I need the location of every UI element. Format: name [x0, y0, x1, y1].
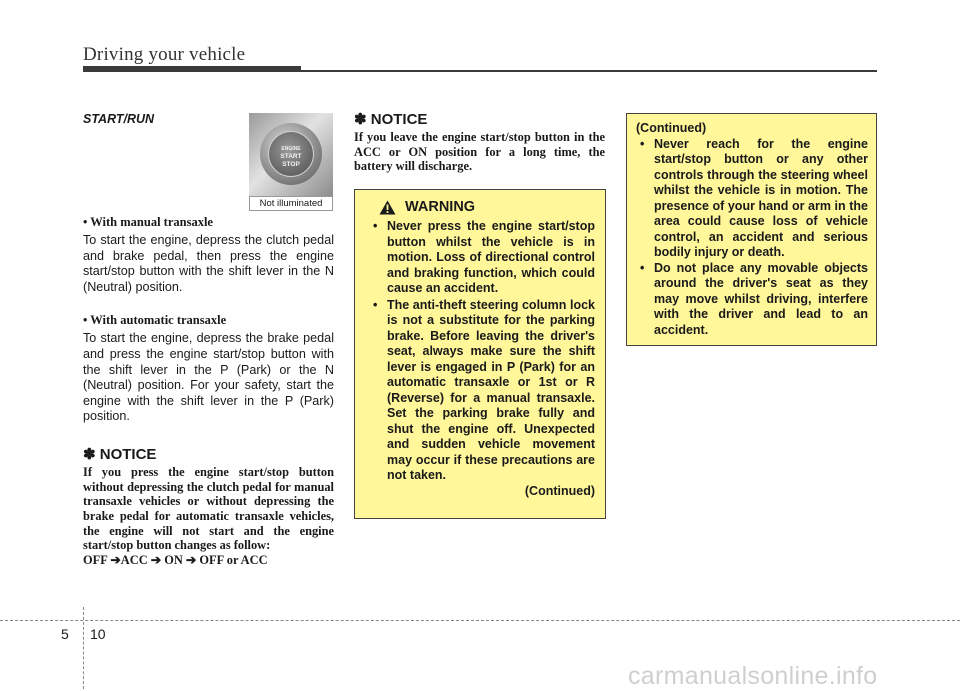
warning-triangle-icon — [379, 200, 396, 215]
section-label-start-run: START/RUN — [83, 112, 155, 126]
footer-vertical-divider — [83, 607, 84, 689]
notice-sequence: OFF ➔ACC ➔ ON ➔ OFF or ACC — [83, 553, 268, 568]
footer-divider — [0, 620, 960, 621]
page-number: 10 — [90, 626, 106, 642]
automatic-transaxle-heading: • With automatic transaxle — [83, 313, 227, 328]
engine-start-stop-button-image — [249, 113, 333, 196]
warning-list-continued — [636, 137, 868, 339]
chapter-number: 5 — [61, 626, 69, 642]
button-label-engine: ENGINE — [281, 146, 301, 152]
notice-body-left: If you press the engine start/stop button without depressing the clutch pedal for manual transaxle vehicles or without depressing the brake pedal for automatic transaxle vehicles, the engine will not start and the engine start/stop button changes as follow: — [83, 464, 334, 553]
page-header-title: Driving your vehicle — [83, 44, 246, 65]
notice-title-middle: ✽ NOTICE — [354, 111, 428, 128]
warning-box — [354, 189, 606, 519]
warning-item: • The anti-theft steering column lock is not a substitute for the parking brake. Before leaving the driver's seat, always make sure the shift lever is engaged in P (Park) for an automatic transaxle or 1st or R (Reverse) for a manual transaxle. Set the parking brake fully and shut the engine off. Unexpected and sudden vehicle movement may occur if these precautions are not taken. — [369, 298, 595, 484]
manual-transaxle-heading: • With manual transaxle — [83, 215, 213, 229]
notice-title-left: ✽ NOTICE — [83, 445, 157, 463]
notice-body-middle: If you leave the engine start/stop button in the ACC or ON position for a long time, the battery will discharge. — [354, 130, 605, 174]
column-middle — [354, 110, 605, 174]
watermark: carmanualsonline.info — [628, 662, 878, 690]
warning-title: WARNING — [405, 199, 476, 215]
manual-transaxle-body: To start the engine, depress the clutch pedal and brake pedal, then press the engine start/stop button with the shift lever in the N (Neutral) position. — [83, 233, 334, 294]
warning-item: • Never reach for the engine start/stop button or any other controls through the steering wheel whilst the vehicle is in motion. The presence of your hand or arm in the area could cause loss of vehicle control, an accident and serious bodily injury or death. — [636, 137, 868, 261]
warning-list — [369, 219, 595, 484]
button-label-start: START — [280, 153, 302, 160]
automatic-transaxle-body: To start the engine, depress the brake pedal and press the engine start/stop button with the shift lever in the P (Park) or the N (Neutral) position. For your safety, start the engine with the shift lever in the P (Park) position. — [83, 331, 334, 424]
warning-item: • Never press the engine start/stop button whilst the vehicle is in motion. Loss of directional control and braking function, which could cause an accident. — [369, 219, 595, 297]
button-label-stop: STOP — [282, 161, 300, 168]
image-caption: Not illuminated — [249, 196, 333, 211]
warning-continued: (Continued) — [524, 483, 595, 498]
header-rule — [301, 70, 877, 72]
header-bar — [83, 66, 301, 72]
warning-item: • Do not place any movable objects around the driver's seat as they may move whilst driving, interfere with the driver and lead to an accident. — [636, 261, 868, 339]
warning-box-continued — [626, 113, 877, 346]
continued-header: (Continued) — [636, 121, 707, 135]
